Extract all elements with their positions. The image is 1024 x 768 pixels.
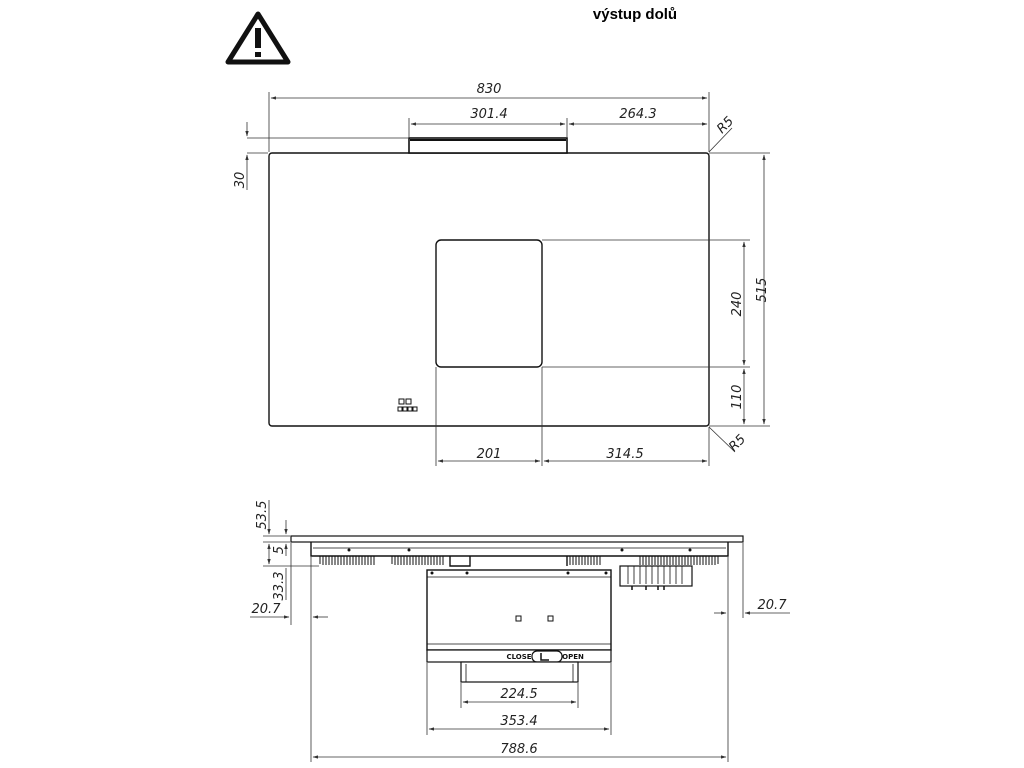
dim-zone-front-offset: 110 [730, 384, 745, 410]
drawing-heading: výstup dolů [592, 6, 678, 23]
dim-glass-thickness: 5 [272, 546, 287, 555]
dim-vent-right-offset: 264.3 [619, 107, 657, 122]
fan-module [620, 566, 692, 586]
touch-controls [398, 399, 417, 411]
dim-top-height: 53.5 [255, 500, 270, 530]
heatsink-right [570, 556, 718, 565]
dim-vent-depth: 30 [233, 171, 248, 189]
cooking-zone [436, 240, 542, 367]
radius-bottom: R5 [726, 431, 750, 455]
dim-zone-depth: 240 [730, 291, 745, 317]
radius-top: R5 [714, 113, 738, 137]
dim-right-margin: 20.7 [757, 598, 787, 613]
dim-zone-right-offset: 314.5 [606, 447, 644, 462]
heatsink-left [320, 556, 443, 565]
glass-top [291, 536, 743, 542]
outlet-duct [461, 662, 578, 682]
dim-vent-width: 301.4 [470, 107, 508, 122]
side-view [250, 500, 790, 762]
dim-depth-overall: 515 [755, 277, 770, 303]
dim-lower-height: 33.3 [272, 571, 287, 601]
open-label: OPEN [562, 653, 584, 661]
close-label: CLOSE [506, 653, 532, 661]
dim-unit-width: 353.4 [500, 714, 538, 729]
dim-outlet-width: 224.5 [500, 687, 538, 702]
extractor-unit [427, 570, 611, 650]
dim-overall-width: 788.6 [500, 742, 538, 757]
top-view [233, 82, 770, 466]
hob-outline [269, 153, 709, 426]
dim-zone-width: 201 [476, 447, 502, 462]
warning-triangle-icon [228, 14, 288, 62]
dim-left-margin: 20.7 [251, 602, 281, 617]
dim-width-overall: 830 [476, 82, 502, 97]
